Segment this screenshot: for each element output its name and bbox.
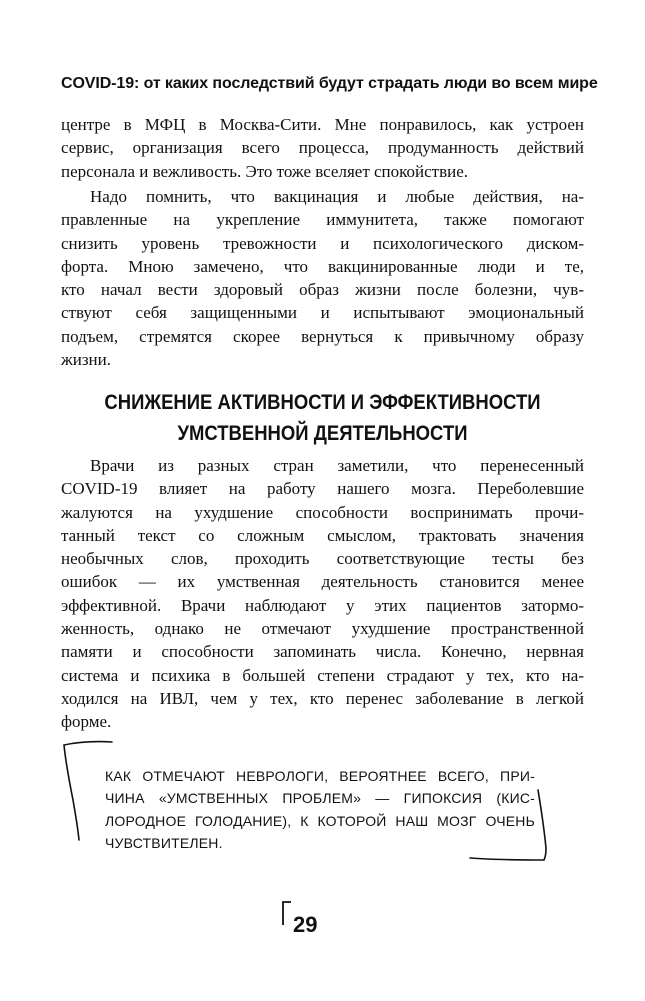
text-line: подъем, стремятся скорее вернуться к привычному образу [61,326,584,346]
callout-line: КАК ОТМЕЧАЮТ НЕВРОЛОГИ, ВЕРОЯТНЕЕ ВСЕГО, ПРИ- [105,768,535,784]
text-line: COVID-19 влияет на работу нашего мозга. Переболевшие [61,479,584,499]
callout-line: ЧУВСТВИТЕЛЕН. [105,834,223,851]
text-line: ошибок — их умственная деятельность становится менее [61,572,584,592]
text-line: центре в МФЦ в Москва-Сити. Мне понравилось, как устроен [61,115,584,134]
page-number: 29 [293,912,318,937]
text-line: женность, однако не отмечают ухудшение пространственной [61,619,584,639]
text-line: Врачи из разных стран заметили, что перенесенный [90,456,584,475]
running-header: COVID-19: от каких последствий будут страдать люди во всем мире [61,75,598,92]
text-line: необычных слов, проходить соответствующие тесты без [61,549,584,569]
text-line: сервис, организация всего процесса, продуманность действий [61,138,584,158]
text-line: правленные на укрепление иммунитета, также помогают [61,210,584,230]
text-line: жалуются на ухудшение способности воспринимать прочи- [61,502,584,522]
text-line: ствуют себя защищенными и испытывают эмоциональный [61,303,584,323]
text-line: персонала и вежливость. Это тоже вселяет спокойствие. [61,161,469,181]
text-line: танный текст со сложным смыслом, трактовать значения [61,525,584,545]
text-line: система и психика в большей степени страдают у тех, кто на- [61,665,584,685]
section-heading-line-2: УМСТВЕННОЙ ДЕЯТЕЛЬНОСТИ [177,422,468,445]
section-heading-line-1: СНИЖЕНИЕ АКТИВНОСТИ И ЭФФЕКТИВНОСТИ [104,391,541,414]
text-line: форта. Мною замечено, что вакцинированные люди и те, [61,256,584,276]
text-line: памяти и способности запоминать числа. Конечно, нервная [61,642,584,662]
callout-line: ЛОРОДНОЕ ГОЛОДАНИЕ), К КОТОРОЙ НАШ МОЗГ ОЧЕНЬ [105,812,535,829]
text-line: Надо помнить, что вакцинация и любые действия, на- [90,187,584,206]
text-line: эффективной. Врачи наблюдают у этих пациентов затормо- [61,595,584,615]
callout-text [105,765,535,854]
text-line: форме. [61,712,112,732]
text-line: ходился на ИВЛ, чем у тех, кто перенес заболевание в легкой [61,688,584,708]
text-line: снизить уровень тревожности и психологического диском- [61,233,584,253]
text-line: жизни. [61,350,112,370]
page-number-bracket [283,902,291,925]
callout-line: ЧИНА «УМСТВЕННЫХ ПРОБЛЕМ» — ГИПОКСИЯ (КИС- [105,790,535,807]
text-line: кто начал вести здоровый образ жизни после болезни, чув- [61,280,584,300]
